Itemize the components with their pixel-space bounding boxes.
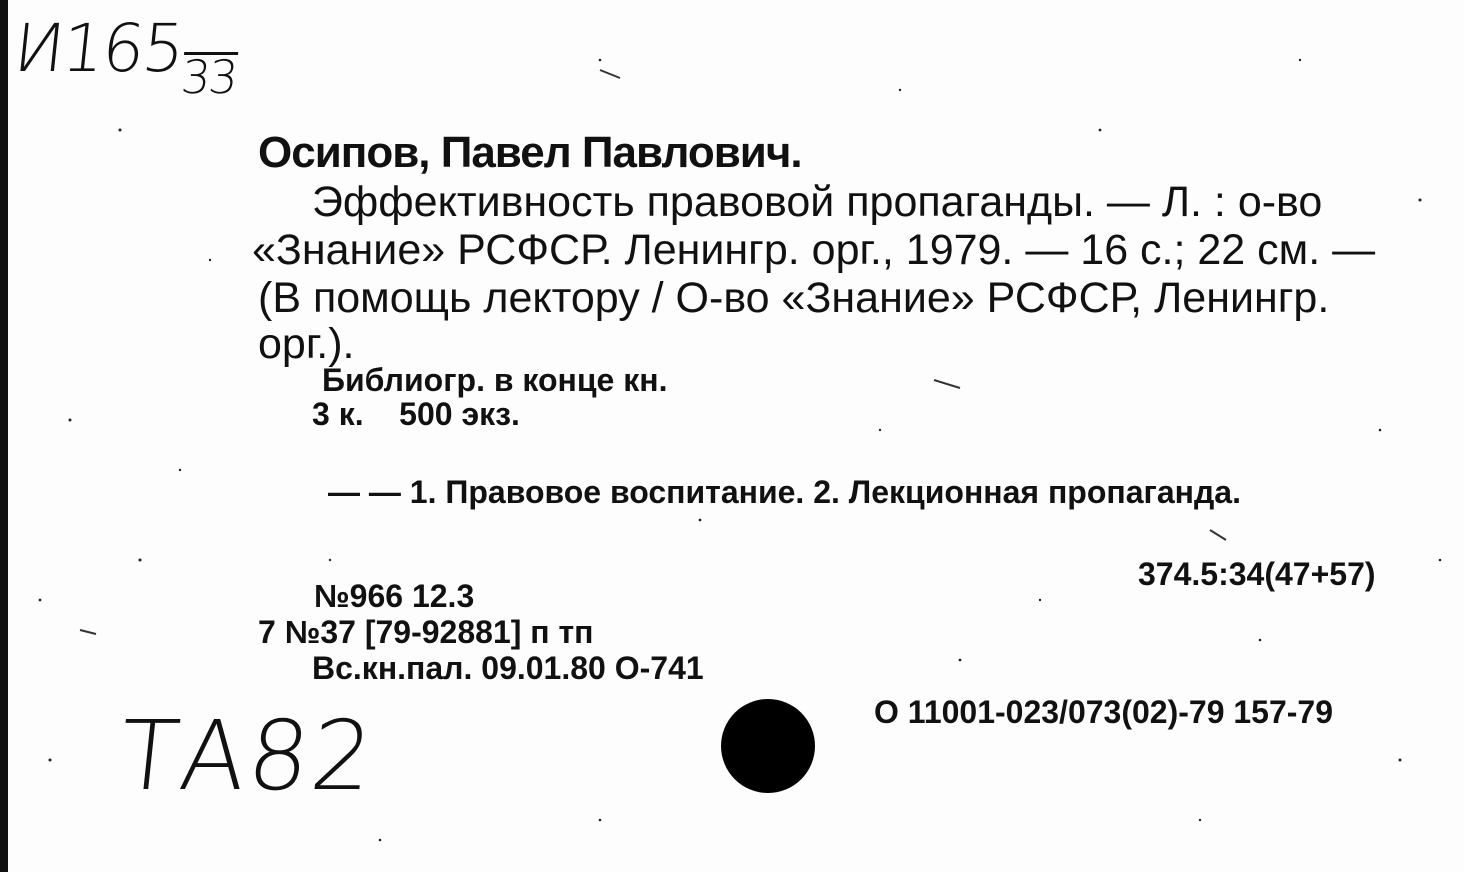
handwritten-call-number-sub: 33 <box>178 50 239 104</box>
handwritten-call-number: И16533 <box>10 10 239 104</box>
udc-classification: 374.5:34(47+57) <box>1138 556 1376 592</box>
price-copies: 3 к. 500 экз. <box>312 396 520 432</box>
description-line: орг.). <box>258 320 355 368</box>
registration-code: №966 12.3 <box>314 578 475 614</box>
bibliography-note: Библиогр. в конце кн. <box>322 362 668 398</box>
description-line: (В помощь лектору / О-во «Знание» РСФСР, Ленингр. <box>258 274 1330 322</box>
subject-headings: — — 1. Правовое воспитание. 2. Лекционная пропаганда. <box>328 474 1241 510</box>
description-line: Эффективность правовой пропаганды. — Л. : о-во <box>312 178 1323 226</box>
description-line: «Знание» РСФСР. Ленингр. орг., 1979. — 16 с.; 22 см. — <box>252 226 1376 274</box>
handwritten-shelf-mark: ТА82 <box>114 700 381 812</box>
index-number: О 11001-023/073(02)-79 157-79 <box>874 694 1334 730</box>
punch-hole <box>721 699 815 793</box>
registration-code: Вс.кн.пал. 09.01.80 О-741 <box>312 650 704 686</box>
registration-code: 7 №37 [79-92881] п тп <box>258 614 594 650</box>
card-author: Осипов, Павел Павлович. <box>258 128 802 177</box>
